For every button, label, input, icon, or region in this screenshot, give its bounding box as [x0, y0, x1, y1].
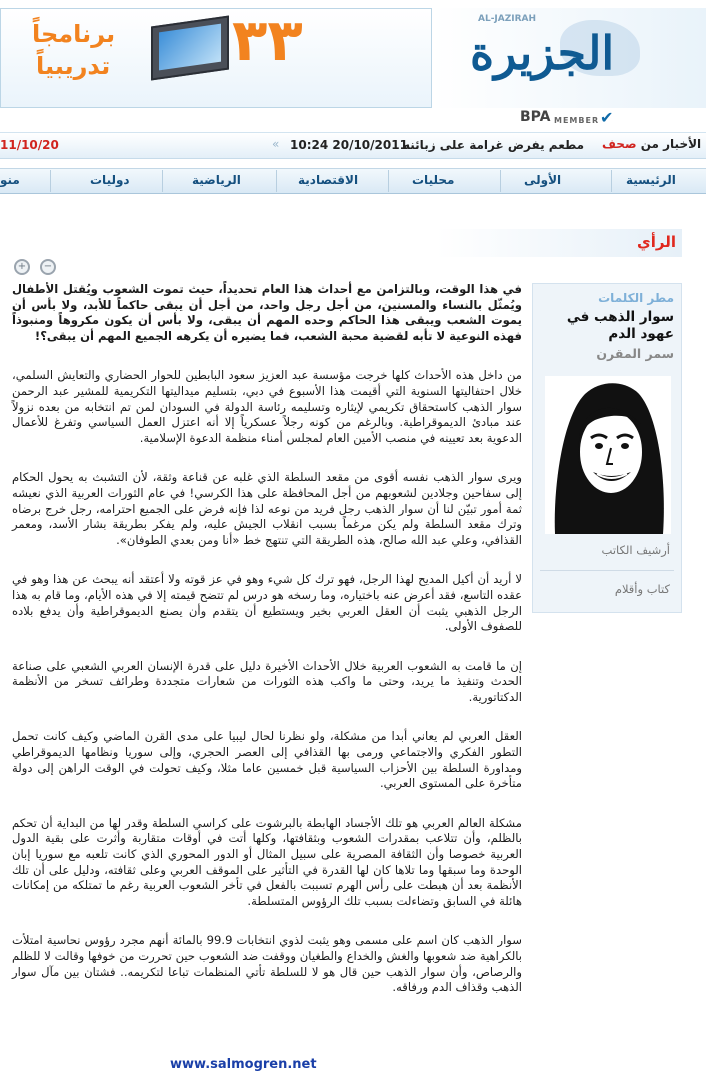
nav-item-economy[interactable]: الاقتصادية: [298, 173, 359, 187]
ticker-headline[interactable]: مطعم يفرض غرامة على زبائنه: [403, 138, 585, 152]
nav-separator: [276, 170, 277, 192]
bpa-logo: BPA: [520, 109, 551, 125]
nav-separator: [500, 170, 501, 192]
ticker-next-date: 11/10/20: [0, 138, 59, 152]
zoom-out-icon[interactable]: −: [40, 259, 56, 275]
ticker-source-prefix: الأخبار من: [640, 137, 702, 151]
logo-english: AL-JAZIRAH: [478, 14, 537, 24]
ticker-source: [602, 137, 701, 151]
ticker-source-brand[interactable]: صحف: [602, 137, 637, 151]
nav-item-international[interactable]: دوليات: [90, 173, 130, 187]
nav-separator: [162, 170, 163, 192]
banner-line1: برنامجاً: [32, 20, 116, 48]
article-paragraph-1: في هذا الوقت، وبالتزامن مع أحداث هذا العام تحديداً، حيث تموت الشعوب ويُقتل الأطفال ويُمثّل بالنساء والمسنين، من أجل رجل واحد، من أجل أن يبقى حاكماً للأبد، ولا بأس أن يموت الشعب ويبقى هذا الحاكم وحده المهم أن يبقى، ولا بأس أن يكون مكروهاً ومنبوذاً فهذه النوعية لا تأبه لقضية محبة الشعب، فما يضيره أن يكرهه الجميع المهم أن يبقى؟!: [12, 282, 522, 343]
article-paragraph-2: من داخل هذه الأحداث كلها خرجت مؤسسة عبد العزيز سعود البابطين للحوار الحضاري والتعايش السلمي، خلال احتفاليتها السنوية التي أقيمت هذا الأسبوع في دبي، بتسليم ميداليتها التكريمية للمشير عبد الرحمن سوار الذهب كاستحقاق تكريمي لإيثاره وتسليمه رئاسة الدولة في السودان لمن تم انتخابه من بعده نزولاً عند مبادئ الديموقراطية. وبالرغم من كونه رجلاً عسكرياً إلا أنه اعتزل العمل السياسي وتفرغ للأعمال الدعوية بعد تعيينه في منصب الأمين العام لمجلس أمناء منظمة الدعوة الإسلامية.: [12, 368, 522, 445]
bpa-member-label: MEMBER: [554, 116, 600, 125]
double-arrow-icon: «: [272, 137, 280, 151]
article-paragraph-8: سوار الذهب كان اسم على مسمى وهو يثبت لذوي انتخابات 99.9 بالمائة أنهم مجرد رؤوس نحاسية امتلأت بالكراهية ضد شعوبها والغش والخداع والطغيان ووقفت ضد الشعوب حين تحررت من خوفها وقالت لا للظلم والرصاص، وأن سوار الذهب حين قال هو لا للسلطة تأتي المنظمات تباعا لتكريمه.. فشتان بين مآل سوار الذهب وقذاف الدم ورفاقه.: [12, 933, 522, 995]
nav-item-sports[interactable]: الرياضية: [192, 173, 241, 187]
nav-item-more[interactable]: منو: [0, 173, 20, 187]
site-logo[interactable]: الجزيرة: [470, 26, 615, 80]
article-paragraph-3: ويرى سوار الذهب نفسه أقوى من مقعد السلطة الذي غلبه عن قناعة وثقة، لأن التشبث به يحول الحكام إلى سفاحين وجلادين لشعوبهم من أجل المحافظة على هذا الكرسي! في عام الثورات العربية الذي نعيشه ثمة أمور تبيّن لنا أن سوار الذهب رجل فريد من نوعه لذا فإنه فرض على الجميع احترامه، رجل خرج برضاه وترك مقعد السلطة ولم يكن مرغماً بسبب انقلاب الجيش عليه، ولم يفكر بطريقة بشار الأسد، ومعمر القذافي، وعلي عبد الله صالح، هذه الطريقة التي تنتهج خط «أنا ومن بعدي الطوفان».: [12, 470, 522, 547]
author-website-link[interactable]: www.salmogren.net: [170, 1057, 317, 1072]
nav-item-local[interactable]: محليات: [412, 173, 455, 187]
nav-item-home[interactable]: الرئيسية: [626, 173, 676, 187]
checkmark-icon: ✔: [600, 108, 614, 127]
article-paragraph-7: مشكلة العالم العربي هو تلك الأجساد الهابطة بالبرشوت على كراسي السلطة وقدر لها من البداية أن تحكم بالظلم، وأن تتلاعب بمقدرات الشعوب وبثقافتها، وكلها أتت في أوقات متقاربة وأثرت على بقية الدول العربية خصوصا وأن الثقافة المصرية على سبيل المثال أو الدور المحوري الذي كانت تلعبه مع سوريا إبان الوحدة وما سبقها وما تلاها كان لها القدرة في التأثير على الموقف العربي وعلى ثقافته، ودليل على أن تلك الأنظمة بعد أن هبطت على رأس الهرم تسببت بالفعل في تأخر الشعوب العربية رغم ما تمتلكه من إمكانات هائلة في السابق وتضاءلت بسبب تلك الرؤوس المتسلطة.: [12, 815, 522, 908]
nav-separator: [388, 170, 389, 192]
banner-number: ٣٣: [232, 6, 303, 74]
zoom-in-icon[interactable]: +: [14, 259, 30, 275]
article-paragraph-6: العقل العربي لم يعاني أبدا من مشكلة، ولو نظرنا لحال ليبيا على مدى القرن الماضي وكيف كانت تحمل التطور الفكري والاجتماعي ورمى بها القذافي إلى العصر الحجري، وإلى سوريا ونظامها الديموقراطي ومداورة السلطة بين الأحزاب السياسية قبل خمسين عاما مثلا، وكيف تحولت في الوقت الراهن إلى دولة متأخرة على المستوى العربي.: [12, 729, 522, 791]
banner-line2: تدريبياً: [36, 52, 111, 80]
author-name: سمر المقرن: [596, 346, 674, 361]
column-series-name: مطر الكلمات: [598, 291, 674, 305]
article-paragraph-4: لا أريد أن أكيل المديح لهذا الرجل، فهو ترك كل شيء وهو في عز قوته ولا أعتقد أنه يبحث عن هذا وهو في عقده التاسع، فقد أعرض عنه باختياره، وما رسخه هو درس لم تتضح قيمته إلا في هذه الأيام، وما قام به هذا الرجل الذهبي يثبت أن العقل العربي بخير ويستطيع أن يتقدم وأن يصنع الديموقراطية وأن يدفع بلاده للصفوف الأولى.: [12, 572, 522, 634]
nav-separator: [50, 170, 51, 192]
ticker-timestamp: 10:24 20/10/2011: [290, 138, 408, 152]
laptop-icon: [151, 16, 229, 81]
article-body: [12, 282, 522, 1020]
sidebar-divider: [540, 570, 674, 571]
writers-link[interactable]: كتاب وأقلام: [614, 582, 670, 596]
section-title: الرأي: [637, 233, 676, 251]
author-archive-link[interactable]: أرشيف الكاتب: [601, 543, 670, 557]
article-title: سوار الذهب في عهود الدم: [566, 309, 674, 342]
nav-item-front-page[interactable]: الأولى: [524, 173, 562, 187]
laptop-screen: [159, 24, 221, 71]
nav-separator: [611, 170, 612, 192]
article-paragraph-5: إن ما قامت به الشعوب العربية خلال الأحداث الأخيرة دليل على قدرة الإنسان العربي الشعبي على صناعة الحدث وتنفيذ ما يريد، وحتى ما واكب هذه الثورات من شعارات متجددة وطرائف تسخر من الأنظمة الدكتاتورية.: [12, 658, 522, 704]
author-portrait-icon: [545, 376, 671, 534]
author-photo: [545, 376, 671, 534]
